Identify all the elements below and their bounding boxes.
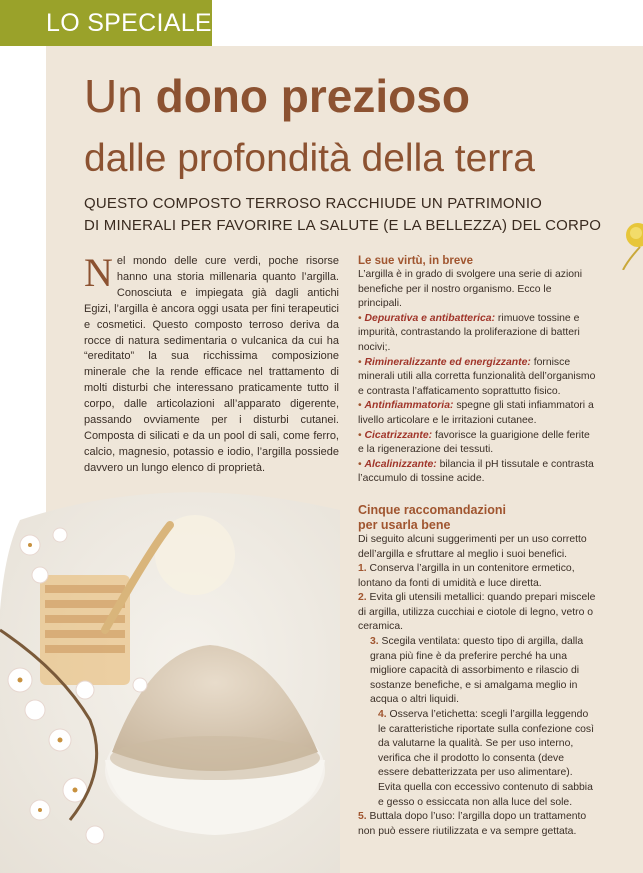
clay-bowl-photo	[0, 490, 340, 873]
tip-item: 2. Evita gli utensili metallici: quando prepari miscele di argilla, utilizza cucchiai e ciotole di legno, vetro o ceramica.	[358, 592, 596, 633]
intro-column	[84, 250, 339, 477]
virtues-intro: L’argilla è in grado di svolgere una serie di azioni benefiche per il nostro organismo. Ecco le principali.	[358, 269, 583, 310]
virtue-item: • Rimineralizzante ed energizzante: fornisce minerali utili alla corretta funzionalità dell’organismo e contrasta l’affaticamento soprattutto fisico.	[358, 356, 596, 397]
virtues-heading: Le sue virtù, in breve	[358, 255, 474, 267]
tip-item: 3. Scegila ventilata: questo tipo di argilla, dalla grana più fine è da preferire perché ha una migliore capacità di assorbimento e rilascio di sostanze benefiche, e si amalgama meglio in acqua o altri liquidi.	[370, 636, 584, 706]
drop-cap: N	[84, 250, 113, 295]
tip-item: 1. Conserva l’argilla in un contenitore ermetico, lontano da fonti di umidità e luce diretta.	[358, 563, 575, 589]
flower-decoration	[618, 215, 643, 270]
virtue-item: • Depurativa e antibatterica: rimuove tossine e impurità, contrastando la proliferazione di batteri nocivi;.	[358, 312, 580, 353]
intro-text: el mondo delle cure verdi, poche risorse hanno una storia millenaria quanto l’argilla. Conosciuta e impiegata già dagli antichi Egizi, l’argilla è ancora oggi usata per fini terapeutici e cosmetici. Questo composto terroso deriva da rocce di natura sedimentaria o vulcanica da cui ha “ereditato” la sua ricchissima composizione minerale che la rende efficace nel trattamento di molti disturbi che interessano praticamente tutto il corpo, dalle articolazioni all’apparato digerente, passando ovviamente per i disturbi cutanei. Composta di silicati e da un pool di sali, come ferro, calcio, magnesio, potassio e iodio, l’argilla possiede davvero un lungo elenco di proprietà.	[84, 255, 339, 474]
virtue-item: • Alcalinizzante: bilancia il pH tissutale e contrasta l’accumulo di tossine acide.	[358, 458, 594, 485]
tips-intro: Di seguito alcuni suggerimenti per un uso corretto dell’argilla e sfruttare al meglio i suoi benefici.	[358, 533, 587, 560]
title-emphasis: dono prezioso	[155, 70, 470, 122]
subtitle-line-1: QUESTO COMPOSTO TERROSO RACCHIUDE UN PATRIMONIO	[84, 195, 543, 212]
tip-item: 5. Buttala dopo l’uso: l’argilla dopo un trattamento non può essere riutilizzata e va sempre gettata.	[358, 811, 587, 837]
tips-heading: Cinque raccomandazioni per usarla bene	[358, 502, 506, 532]
virtue-item: • Cicatrizzante: favorisce la guarigione delle ferite e la rigenerazione dei tessuti.	[358, 429, 590, 456]
title-line-2: dalle profondità della terra	[84, 137, 535, 180]
sidebar-column	[358, 254, 598, 839]
subtitle-line-2: DI MINERALI PER FAVORIRE LA SALUTE (E LA BELLEZZA) DEL CORPO	[84, 217, 602, 234]
subtitle	[84, 193, 604, 237]
title-prefix: Un	[84, 70, 156, 122]
title-line-1	[84, 70, 470, 122]
tip-item: 4. Osserva l’etichetta: scegli l’argilla leggendo le caratteristiche riportate sulla confezione così da valutarne la qualità. Se per uso interno, verifica che il prodotto lo consenta (deve essere debatterizzata per uso alimentare). Evita quella con eccessivo contenuto di sabbia e gesso o essiccata non alla luce del sole.	[378, 709, 595, 808]
virtue-item: • Antinfiammatoria: spegne gli stati infiammatori a livello articolare e le irritazioni cutanee.	[358, 400, 594, 426]
section-tag: LO SPECIALE	[0, 0, 212, 46]
